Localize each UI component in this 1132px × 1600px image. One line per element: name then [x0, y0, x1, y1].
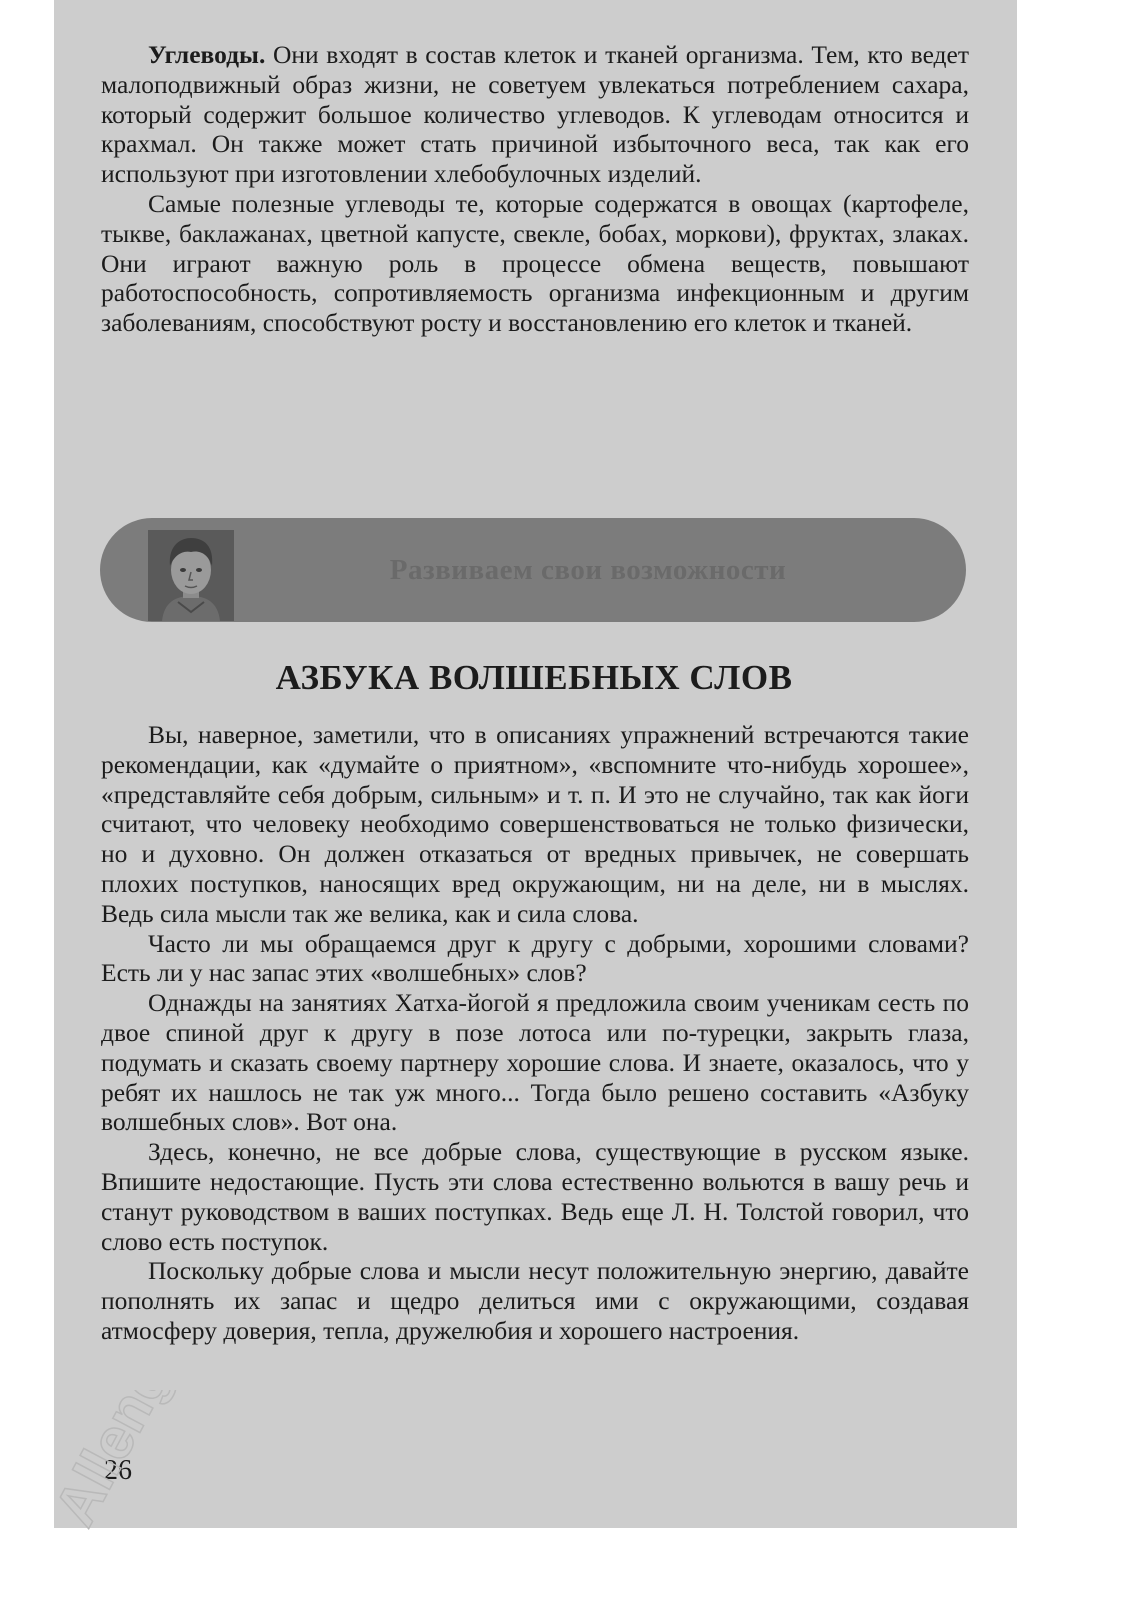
section-banner: [100, 518, 966, 622]
paragraph: Здесь, конечно, не все добрые слова, существующие в русском языке. Впишите недостающие. Пусть эти слова естественно вольются в вашу речь и станут руководством в ваших поступках. Ведь еще Л. Н. Толстой говорил, что слово есть поступок.: [101, 1137, 969, 1256]
paragraph: Однажды на занятиях Хатха-йогой я предложила своим ученикам сесть по двое спиной друг к другу в позе лотоса или по-турецки, закрыть глаза, подумать и сказать своему партнеру хорошие слова. И знаете, оказалось, что у ребят их нашлось не так уж много... Тогда было решено составить «Азбуку волшебных слов». Вот она.: [101, 988, 969, 1137]
page-number: 26: [104, 1455, 132, 1486]
article-heading: АЗБУКА ВОЛШЕБНЫХ СЛОВ: [275, 658, 793, 697]
alleng-watermark-icon: [58, 1390, 238, 1540]
intro-text: [101, 40, 969, 338]
paragraph: Часто ли мы обращаемся друг к другу с добрыми, хорошими словами? Есть ли у нас запас этих «волшебных» слов?: [101, 928, 969, 988]
paragraph: Самые полезные углеводы те, которые содержатся в овощах (картофеле, тыкве, баклажанах, цветной капусте, свекле, бобах, моркови), фруктах, злаках. Они играют важную роль в процессе обмена веществ, повышают работоспособность, сопротивляемость организма инфекционным и другим заболеваниям, способствуют росту и восстановлению его клеток и тканей.: [101, 188, 969, 338]
svg-text:Alleng: Alleng: [58, 1390, 183, 1537]
section-banner-title: Развиваем свои возможности: [389, 553, 787, 586]
paragraph: [101, 40, 969, 189]
child-portrait-icon: [148, 530, 234, 621]
paragraph: Поскольку добрые слова и мысли несут положительную энергию, давайте пополнять их запас и щедро делиться ими с окружающими, создавая атмосферу доверия, тепла, дружелюбия и хорошего настроения.: [101, 1256, 969, 1345]
paragraph-lead: Углеводы.: [148, 40, 266, 69]
paragraph-text: Они входят в состав клеток и тканей организма. Тем, кто ведет малоподвижный образ жизни, не советуем увлекаться потреблением сахара, который содержит большое количество углеводов. К углеводам относится и крахмал. Он также может стать причиной избыточного веса, так как его используют при изготовлении хлебобулочных изделий.: [101, 40, 969, 189]
paragraph: Вы, наверное, заметили, что в описаниях упражнений встречаются такие рекомендации, как «думайте о приятном», «вспомните что-нибудь хорошее», «представляйте себя добрым, сильным» и т. п. И это не случайно, так как йоги считают, что человеку необходимо совершенствоваться не только физически, но и духовно. Он должен отказаться от вредных привычек, не совершать плохих поступков, наносящих вред окружающим, ни на деле, ни в мыслях. Ведь сила мысли так же велика, как и сила слова.: [101, 720, 969, 928]
article-text: [101, 720, 969, 1346]
